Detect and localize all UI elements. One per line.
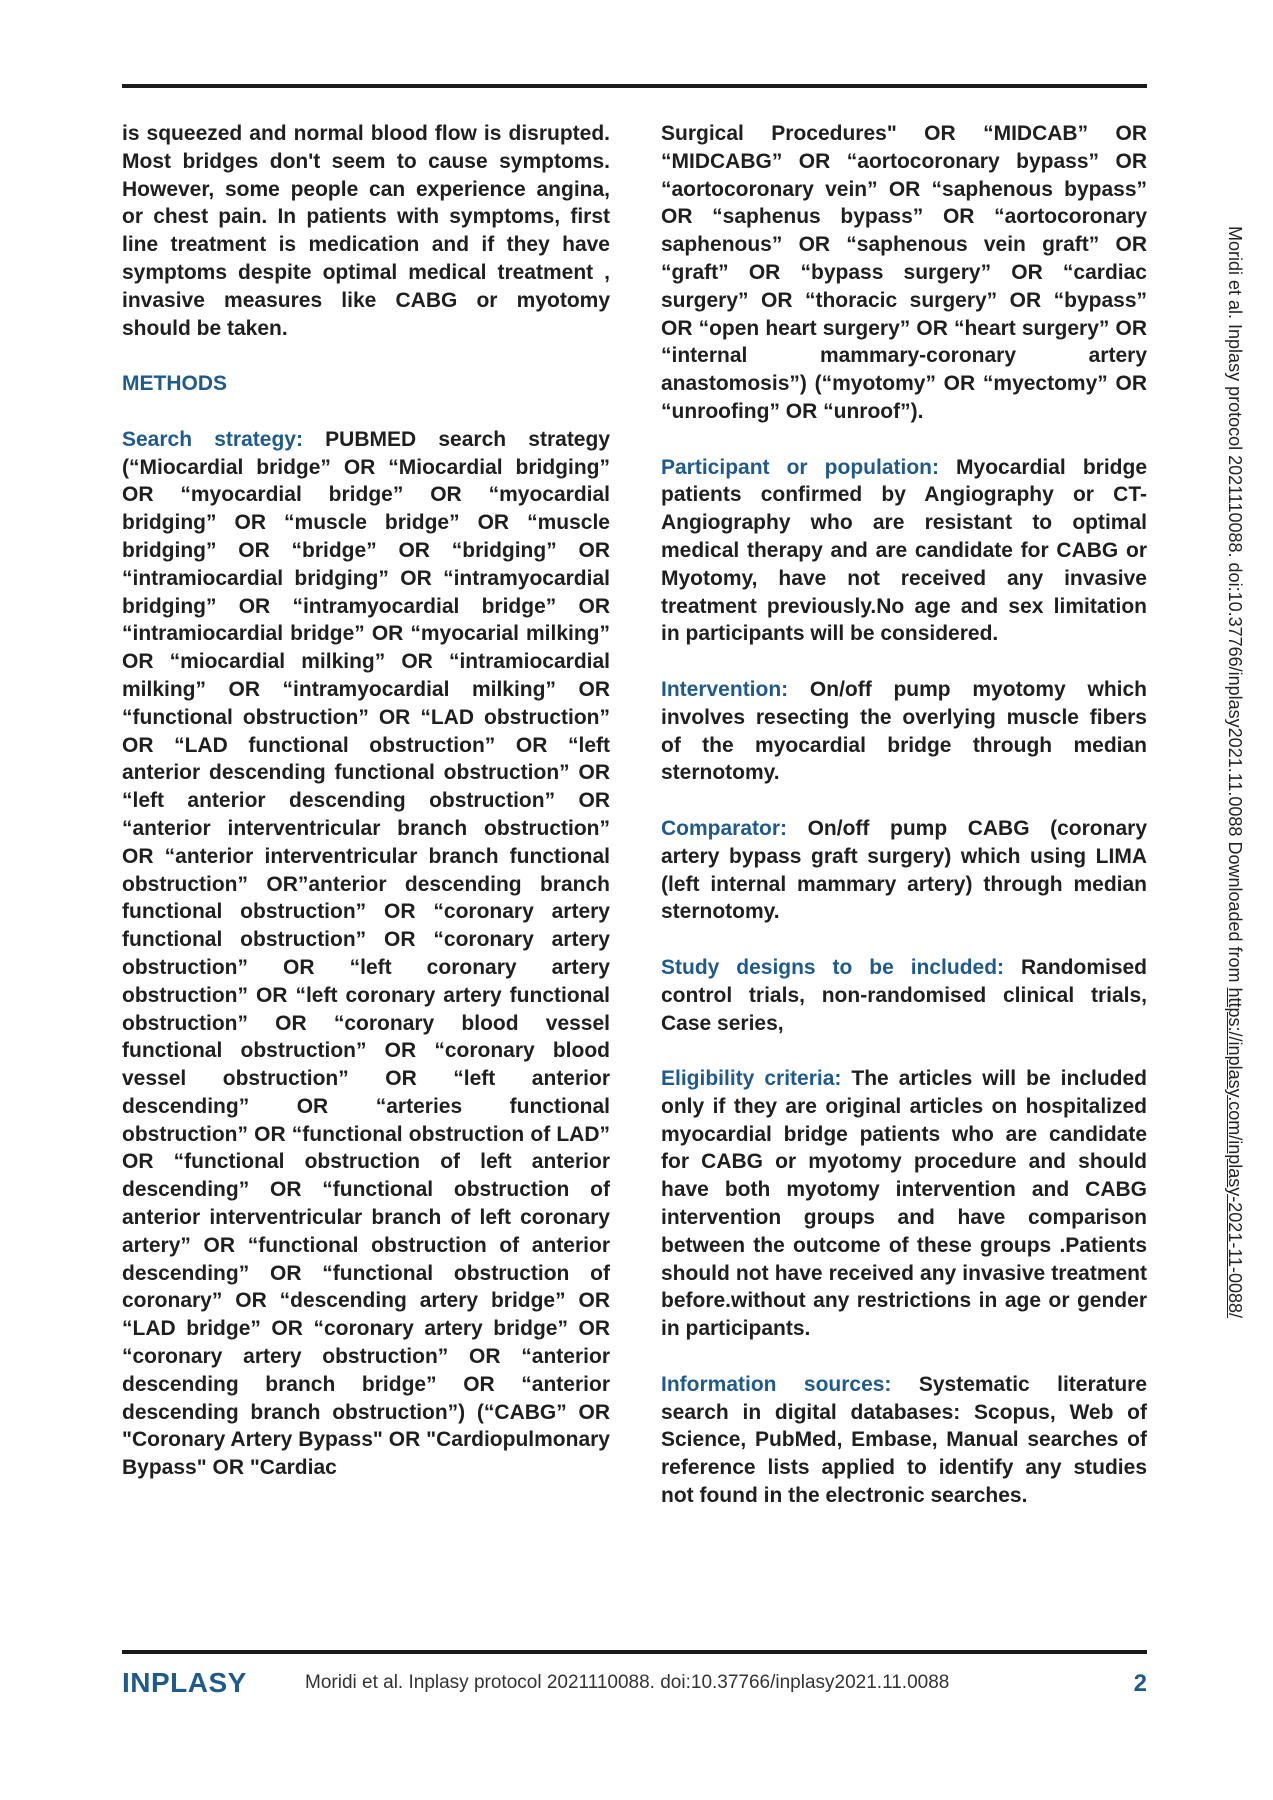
eligibility-section: [661, 1065, 1147, 1343]
top-rule: [122, 84, 1147, 88]
left-column: [122, 120, 610, 1482]
search-strategy-paragraph: [122, 426, 610, 1482]
footer-citation: Moridi et al. Inplasy protocol 2021110088. doi:10.37766/inplasy2021.11.0088: [305, 1672, 950, 1693]
intervention-text: On/off pump myotomy which involves resecting the overlying muscle fibers of the myocardial bridge through median sternotomy.: [661, 677, 1147, 785]
footer: [0, 1667, 1273, 1707]
intro-paragraph: is squeezed and normal blood flow is disrupted. Most bridges don't seem to cause symptoms. However, some people can experience angina, or chest pain. In patients with symptoms, first line treatment is medication and if they have symptoms despite optimal medical treatment , invasive measures like CABG or myotomy should be taken.: [122, 122, 610, 340]
comparator-text: On/off pump CABG (coronary artery bypass graft surgery) which using LIMA (left internal mammary artery) through median sternotomy.: [661, 816, 1147, 924]
participant-section: [661, 454, 1147, 649]
search-strategy-text: PUBMED search strategy (“Miocardial bridge” OR “Miocardial bridging” OR “myocardial bridge” OR “myocardial bridging” OR “muscle bridge” OR “muscle bridging” OR “bridge” OR “bridging” OR “intramiocardial bridging” OR “intramyocardial bridging” OR “intramyocardial bridge” OR “intramiocardial bridge” OR “myocarial milking” OR “miocardial milking” OR “intramiocardial milking” OR “intramyocardial milking” OR “functional obstruction” OR “LAD obstruction” OR “LAD functional obstruction” OR “left anterior descending functional obstruction” OR “left anterior descending obstruction” OR “anterior interventricular branch obstruction” OR “anterior interventricular branch functional obstruction” OR”anterior descending branch functional obstruction” OR “coronary artery functional obstruction” OR “coronary artery obstruction” OR “left coronary artery obstruction” OR “left coronary artery functional obstruction” OR “coronary blood vessel functional obstruction” OR “coronary blood vessel obstruction” OR “left anterior descending” OR “arteries functional obstruction” OR “functional obstruction of LAD” OR “functional obstruction of left anterior descending” OR “functional obstruction of anterior interventricular branch of left coronary artery” OR “functional obstruction of anterior descending” OR “functional obstruction of coronary” OR “descending artery bridge” OR “LAD bridge” OR “coronary artery bridge” OR “coronary artery obstruction” OR “anterior descending branch bridge” OR “anterior descending branch obstruction”) (“CABG” OR "Coronary Artery Bypass" OR "Cardiopulmonary Bypass" OR "Cardiac: [122, 427, 610, 1480]
methods-heading: METHODS: [122, 372, 227, 396]
information-sources-label: Information sources:: [661, 1372, 892, 1396]
study-designs-label: Study designs to be included:: [661, 955, 1005, 979]
comparator-label: Comparator:: [661, 816, 788, 840]
information-sources-text: Systematic literature search in digital databases: Scopus, Web of Science, PubMed, Embase, Manual searches of reference lists applied to identify any studies not found in the electronic searches.: [661, 1372, 1147, 1508]
download-link[interactable]: https://inplasy.com/inplasy-2021-11-0088/: [1225, 987, 1245, 1319]
eligibility-text: The articles will be included only if they are original articles on hospitalized myocardial bridge patients who are candidate for CABG or myotomy procedure and should have both myotomy intervention and CABG intervention groups and have comparison between the outcome of these groups .Patients should not have received any invasive treatment before.without any restrictions in age or gender in participants.: [661, 1067, 1147, 1341]
intervention-label: Intervention:: [661, 677, 789, 701]
study-designs-text: Randomised control trials, non-randomised clinical trials, Case series,: [661, 955, 1148, 1035]
intervention-section: [661, 676, 1147, 787]
eligibility-label: Eligibility criteria:: [661, 1067, 842, 1091]
information-sources-section: [661, 1371, 1147, 1510]
bottom-rule: [122, 1650, 1147, 1654]
comparator-section: [661, 815, 1147, 926]
page-number: 2: [1133, 1670, 1147, 1697]
brand-logo: INPLASY: [122, 1667, 247, 1698]
participant-text: Myocardial bridge patients confirmed by Angiography or CT-Angiography who are resistant to optimal medical therapy and are candidate for CABG or Myotomy, have not received any invasive treatment previously.No age and sex limitation in participants will be considered.: [661, 455, 1148, 646]
side-download-note: [1223, 226, 1247, 1766]
side-note-text: Moridi et al. Inplasy protocol 2021110088. doi:10.37766/inplasy2021.11.0088 Downloaded from: [1225, 226, 1245, 988]
participant-label: Participant or population:: [661, 455, 939, 479]
right-column: [661, 120, 1147, 1510]
study-designs-section: [661, 954, 1147, 1037]
search-strategy-continued: Surgical Procedures" OR “MIDCAB” OR “MIDCABG” OR “aortocoronary bypass” OR “aortocoronary vein” OR “saphenous bypass” OR “saphenus bypass” OR “aortocoronary saphenous” OR “saphenous vein graft” OR “graft” OR “bypass surgery” OR “cardiac surgery” OR “thoracic surgery” OR “bypass” OR “open heart surgery” OR “heart surgery” OR “internal mammary-coronary artery anastomosis”) (“myotomy” OR “myectomy” OR “unroofing” OR “unroof”).: [661, 122, 1147, 423]
search-strategy-label: Search strategy:: [122, 427, 303, 451]
